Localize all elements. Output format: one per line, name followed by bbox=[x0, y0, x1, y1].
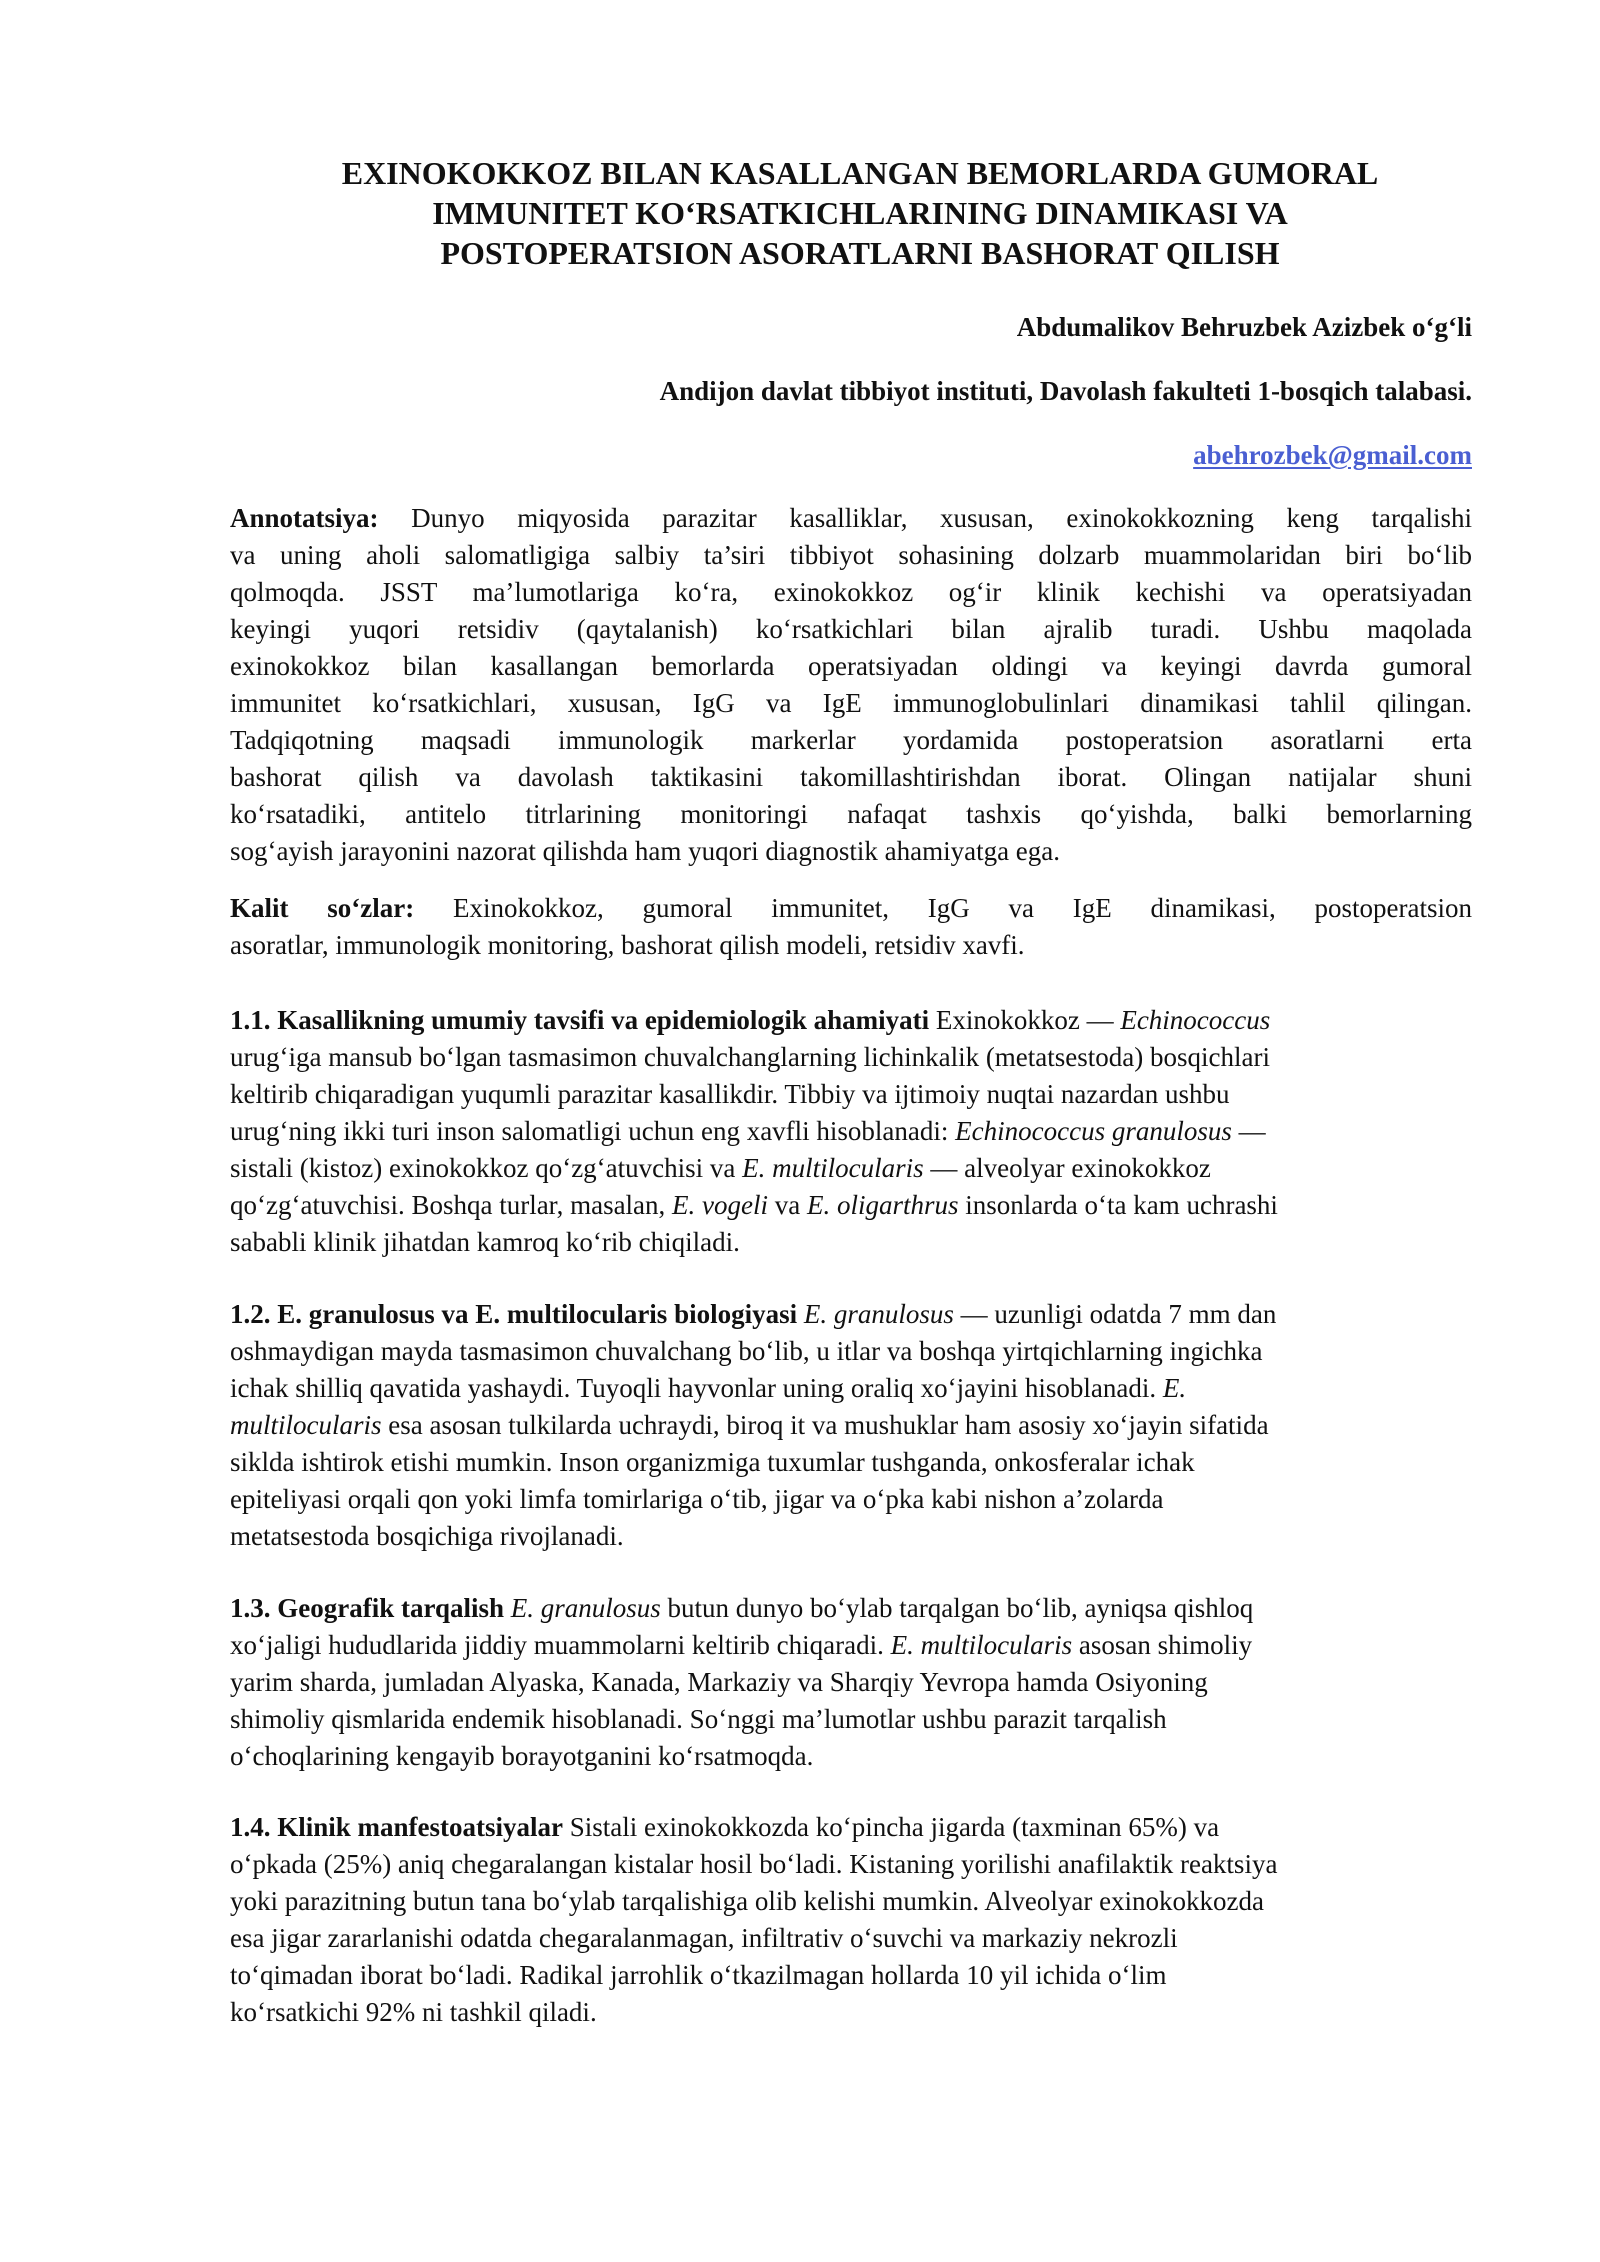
text-line: siklda ishtirok etishi mumkin. Inson organizmiga tuxumlar tushganda, onkosferalar ichak bbox=[230, 1447, 1195, 1477]
italic-term: Echinococcus granulosus bbox=[955, 1116, 1232, 1146]
text-line: to‘qimadan iborat bo‘ladi. Radikal jarrohlik o‘tkazilmagan hollarda 10 yil ichida o‘lim bbox=[230, 1960, 1167, 1990]
italic-term: E. multilocularis bbox=[742, 1153, 924, 1183]
abstract-line: Tadqiqotning maqsadi immunologik markerlar yordamida postoperatsion asoratlarni erta bbox=[230, 725, 1472, 755]
section-1-1-paragraph bbox=[230, 1002, 1472, 1261]
section-heading: 1.4. Klinik manfestoatsiyalar bbox=[230, 1812, 564, 1842]
text-line: esa jigar zararlanishi odatda chegaralanmagan, infiltrativ o‘suvchi va markaziy nekrozli bbox=[230, 1923, 1178, 1953]
text-line: o‘choqlarining kengayib borayotganini ko‘rsatmoqda. bbox=[230, 1741, 814, 1771]
author-email-link[interactable]: abehrozbek@gmail.com bbox=[1193, 440, 1472, 470]
text-line: urug‘iga mansub bo‘lgan tasmasimon chuvalchanglarning lichinkalik (metatsestoda) bosqichlari bbox=[230, 1042, 1270, 1072]
italic-term: multilocularis bbox=[230, 1410, 382, 1440]
text-run: — uzunligi odatda 7 mm dan bbox=[953, 1299, 1277, 1329]
italic-term: E. bbox=[1162, 1373, 1187, 1403]
text-run: esa asosan tulkilarda uchraydi, biroq it va mushuklar ham asosiy xo‘jayin sifatida bbox=[381, 1410, 1269, 1440]
section-heading: 1.3. Geografik tarqalish bbox=[230, 1593, 505, 1623]
text-line: yarim sharda, jumladan Alyaska, Kanada, Markaziy va Sharqiy Yevropa hamda Osiyoning bbox=[230, 1667, 1208, 1697]
keywords-paragraph bbox=[230, 890, 1472, 964]
abstract-line: ko‘rsatadiki, antitelo titrlarining monitoringi nafaqat tashxis qo‘yishda, balki bemorlarning bbox=[230, 799, 1472, 829]
text-run: Sistali exinokokkozda ko‘pincha jigarda (taxminan 65%) va bbox=[563, 1812, 1220, 1842]
italic-term: E. granulosus bbox=[797, 1299, 954, 1329]
keywords-line: Exinokokkoz, gumoral immunitet, IgG va IgE dinamikasi, postoperatsion bbox=[414, 893, 1472, 923]
text-run: qo‘zg‘atuvchisi. Boshqa turlar, masalan, bbox=[230, 1190, 673, 1220]
text-run: ichak shilliq qavatida yashaydi. Tuyoqli hayvonlar uning oraliq xo‘jayini hisoblanadi. bbox=[230, 1373, 1163, 1403]
author-name: Abdumalikov Behruzbek Azizbek o‘g‘li bbox=[1016, 312, 1472, 342]
section-heading: 1.1. Kasallikning umumiy tavsifi va epidemiologik ahamiyati bbox=[230, 1005, 930, 1035]
italic-term: E. oligarthrus bbox=[807, 1190, 959, 1220]
text-line: sababli klinik jihatdan kamroq ko‘rib chiqiladi. bbox=[230, 1227, 740, 1257]
title-line: IMMUNITET KO‘RSATKICHLARINING DINAMIKASI VA bbox=[432, 195, 1288, 231]
text-run: — bbox=[1231, 1116, 1266, 1146]
text-line: o‘pkada (25%) aniq chegaralangan kistalar hosil bo‘ladi. Kistaning yorilishi anafilaktik reaktsiya bbox=[230, 1849, 1278, 1879]
abstract-line: keyingi yuqori retsidiv (qaytalanish) ko‘rsatkichlari bilan ajralib turadi. Ushbu maqolada bbox=[230, 614, 1472, 644]
text-line: epiteliyasi orqali qon yoki limfa tomirlariga o‘tib, jigar va o‘pka kabi nishon a’zolarda bbox=[230, 1484, 1164, 1514]
text-run: asosan shimoliy bbox=[1072, 1630, 1253, 1660]
text-run: insonlarda o‘ta kam uchrashi bbox=[958, 1190, 1278, 1220]
italic-term: E. multilocularis bbox=[890, 1630, 1073, 1660]
section-heading: 1.2. E. granulosus va E. multilocularis biologiyasi bbox=[230, 1299, 798, 1329]
keywords-line: asoratlar, immunologik monitoring, bashorat qilish modeli, retsidiv xavfi. bbox=[230, 930, 1025, 960]
text-run: Exinokokkoz — bbox=[929, 1005, 1121, 1035]
abstract-line: va uning aholi salomatligiga salbiy ta’siri tibbiyot sohasining dolzarb muammolaridan biri bo‘lib bbox=[230, 540, 1472, 570]
italic-term: E. vogeli bbox=[672, 1190, 769, 1220]
text-line: keltirib chiqaradigan yuqumli parazitar kasallikdir. Tibbiy va ijtimoiy nuqtai nazardan ushbu bbox=[230, 1079, 1230, 1109]
title-line: POSTOPERATSION ASORATLARNI BASHORAT QILISH bbox=[440, 235, 1280, 271]
text-line: ko‘rsatkichi 92% ni tashkil qiladi. bbox=[230, 1997, 597, 2027]
text-line: yoki parazitning butun tana bo‘ylab tarqalishiga olib kelishi mumkin. Alveolyar exinokokkozda bbox=[230, 1886, 1265, 1916]
text-line: oshmaydigan mayda tasmasimon chuvalchang bo‘lib, u itlar va boshqa yirtqichlarning ingichka bbox=[230, 1336, 1263, 1366]
text-line: shimoliy qismlarida endemik hisoblanadi. So‘nggi ma’lumotlar ushbu parazit tarqalish bbox=[230, 1704, 1167, 1734]
section-1-3-paragraph bbox=[230, 1590, 1472, 1775]
abstract-paragraph bbox=[230, 500, 1472, 870]
section-1-4-paragraph bbox=[230, 1809, 1472, 2031]
abstract-line: bashorat qilish va davolash taktikasini takomillashtirishdan iborat. Olingan natijalar shuni bbox=[230, 762, 1472, 792]
abstract-line: Dunyo miqyosida parazitar kasalliklar, xususan, exinokokkozning keng tarqalishi bbox=[378, 503, 1472, 533]
abstract-line: sog‘ayish jarayonini nazorat qilishda ham yuqori diagnostik ahamiyatga ega. bbox=[230, 836, 1061, 866]
abstract-line: immunitet ko‘rsatkichlari, xususan, IgG va IgE immunoglobulinlari dinamikasi tahlil qilingan. bbox=[230, 688, 1472, 718]
abstract-line: exinokokkoz bilan kasallangan bemorlarda operatsiyadan oldingi va keyingi davrda gumoral bbox=[230, 651, 1472, 681]
abstract-line: qolmoqda. JSST ma’lumotlariga ko‘ra, exinokokkoz og‘ir klinik kechishi va operatsiyadan bbox=[230, 577, 1472, 607]
text-run: butun dunyo bo‘ylab tarqalgan bo‘lib, ayniqsa qishloq bbox=[660, 1593, 1254, 1623]
italic-term: E. granulosus bbox=[504, 1593, 661, 1623]
section-1-2-paragraph bbox=[230, 1296, 1472, 1555]
text-run: va bbox=[768, 1190, 807, 1220]
text-run: — alveolyar exinokokkoz bbox=[923, 1153, 1211, 1183]
italic-term: Echinococcus bbox=[1120, 1005, 1271, 1035]
text-run: xo‘jaligi hududlarida jiddiy muammolarni keltirib chiqaradi. bbox=[230, 1630, 891, 1660]
text-line: metatsestoda bosqichiga rivojlanadi. bbox=[230, 1521, 624, 1551]
article-title bbox=[230, 153, 1490, 273]
keywords-label: Kalit so‘zlar: bbox=[230, 893, 415, 923]
author-affiliation: Andijon davlat tibbiyot instituti, Davolash fakulteti 1-bosqich talabasi. bbox=[659, 376, 1472, 406]
text-run: sistali (kistoz) exinokokkoz qo‘zg‘atuvchisi va bbox=[230, 1153, 743, 1183]
text-run: urug‘ning ikki turi inson salomatligi uchun eng xavfli hisoblanadi: bbox=[230, 1116, 956, 1146]
abstract-label: Annotatsiya: bbox=[230, 503, 379, 533]
title-line: EXINOKOKKOZ BILAN KASALLANGAN BEMORLARDA GUMORAL bbox=[341, 155, 1379, 191]
